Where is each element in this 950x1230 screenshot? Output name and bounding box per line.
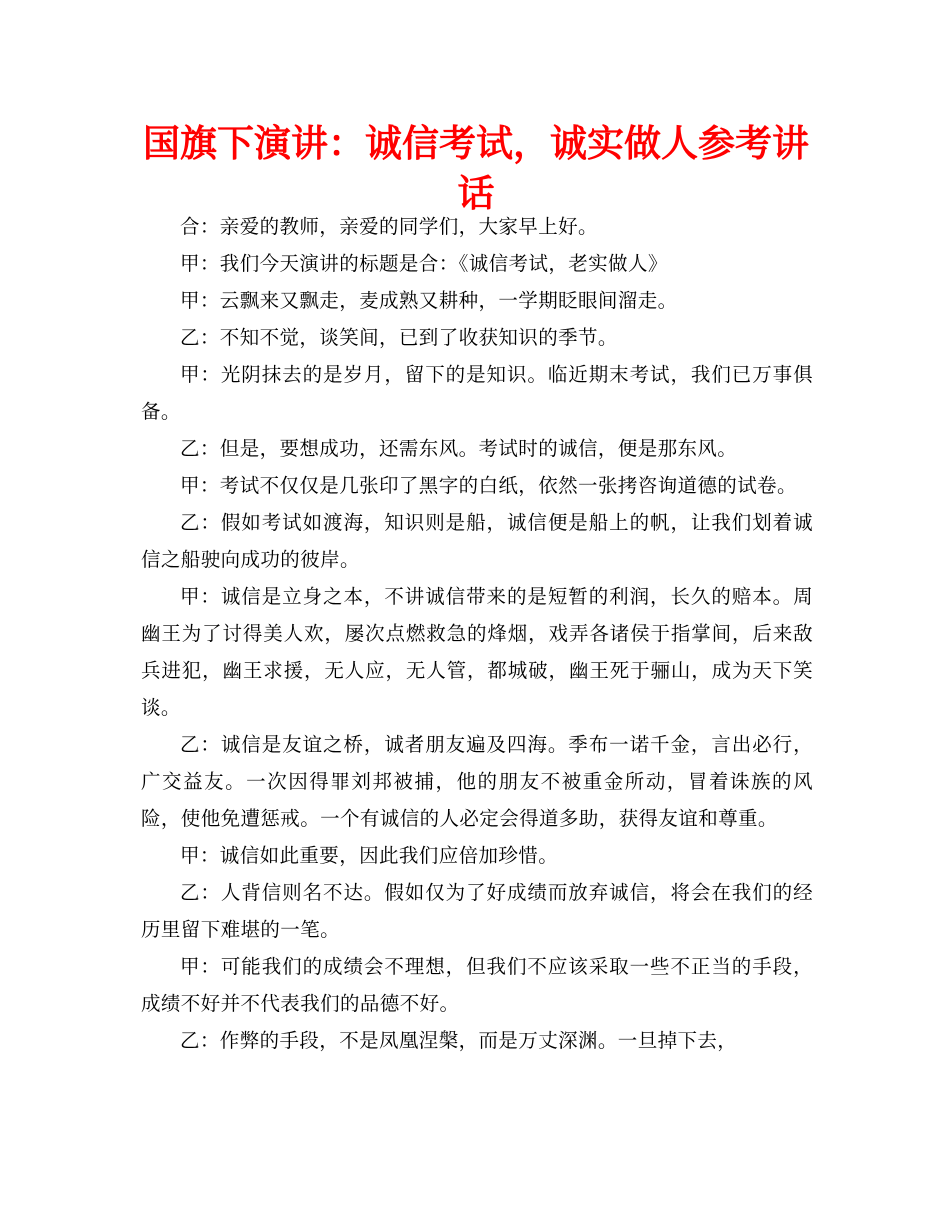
document-body xyxy=(141,208,813,1059)
paragraph: 乙：诚信是友谊之桥，诚者朋友遍及四海。季布一诺千金，言出必行，广交益友。一次因得罪刘邦被捕，他的朋友不被重金所动，冒着诛族的风险，使他免遭惩戒。一个有诚信的人必定会得道多助，获得友谊和尊重。 xyxy=(141,733,813,830)
document-title: 国旗下演讲：诚信考试，诚实做人参考讲话 xyxy=(143,121,809,215)
paragraph: 甲：光阴抹去的是岁月，留下的是知识。临近期末考试，我们已万事俱备。 xyxy=(141,363,813,423)
paragraph: 合：亲爱的教师，亲爱的同学们，大家早上好。 xyxy=(180,215,598,238)
paragraph: 甲：考试不仅仅是几张印了黑字的白纸，依然一张拷咨询道德的试卷。 xyxy=(180,474,797,497)
paragraph: 乙：人背信则名不达。假如仅为了好成绩而放弃诚信，将会在我们的经历里留下难堪的一笔。 xyxy=(141,881,813,941)
paragraph: 甲：诚信如此重要，因此我们应倍加珍惜。 xyxy=(180,844,559,867)
paragraph: 甲：诚信是立身之本，不讲诚信带来的是短暂的利润，长久的赔本。周幽王为了讨得美人欢，屡次点燃救急的烽烟，戏弄各诸侯于指掌间，后来敌兵进犯，幽王求援，无人应，无人管，都城破，幽王死于骊山，成为天下笑谈。 xyxy=(141,585,813,719)
paragraph: 乙：但是，要想成功，还需东风。考试时的诚信，便是那东风。 xyxy=(180,437,738,460)
paragraph: 乙：不知不觉，谈笑间，已到了收获知识的季节。 xyxy=(180,326,618,349)
paragraph: 甲：可能我们的成绩会不理想，但我们不应该采取一些不正当的手段，成绩不好并不代表我们的品德不好。 xyxy=(141,955,813,1015)
paragraph: 甲：我们今天演讲的标题是合：《诚信考试，老实做人》 xyxy=(180,252,668,275)
paragraph: 乙：作弊的手段，不是凤凰涅槃，而是万丈深渊。一旦掉下去， xyxy=(180,1029,738,1052)
paragraph: 甲：云飘来又飘走，麦成熟又耕种，一学期眨眼间溜走。 xyxy=(180,289,678,312)
paragraph: 乙：假如考试如渡海，知识则是船，诚信便是船上的帆，让我们划着诚信之船驶向成功的彼岸。 xyxy=(141,511,813,571)
